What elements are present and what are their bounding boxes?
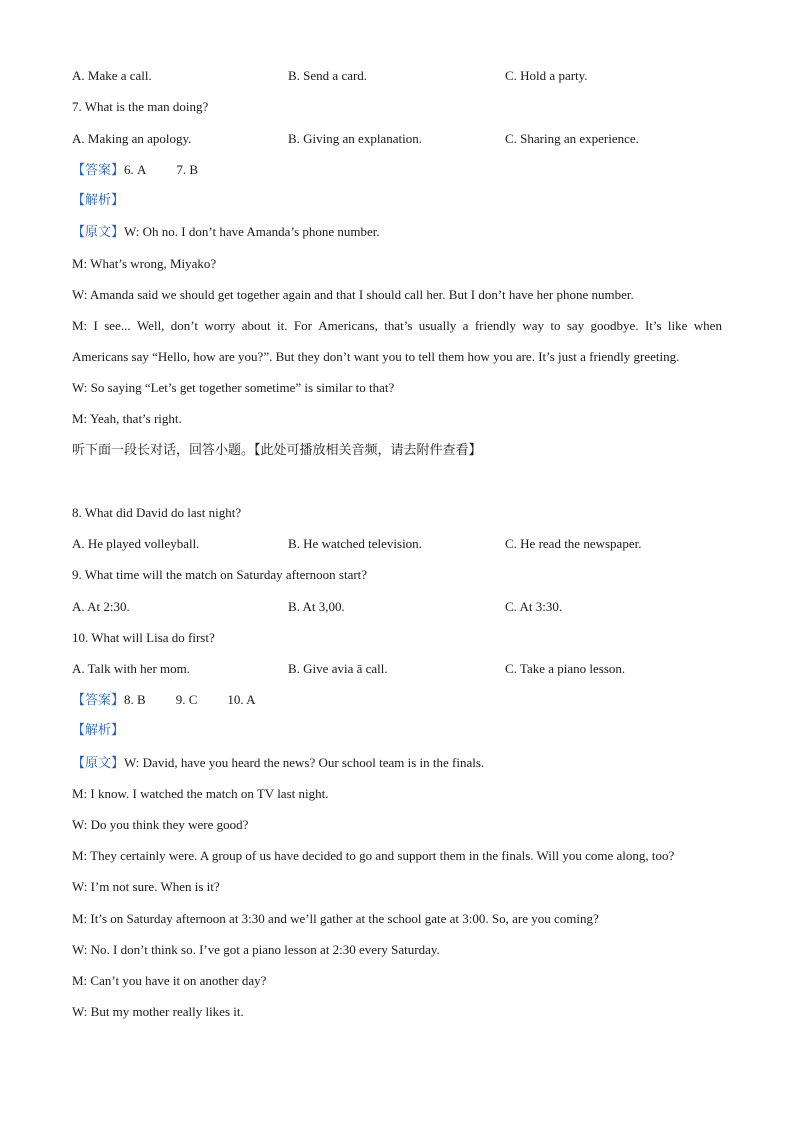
dialog-line: M: It’s on Saturday afternoon at 3:30 and we’ll gather at the school gate at 3:00. So, are you coming? [72,911,599,926]
q6-option-a: A. Make a call. [72,68,152,83]
q7-option-a: A. Making an apology. [72,131,192,146]
answer-8: 8. B [124,692,146,707]
dialog-line: Americans say “Hello, how are you?”. But they don’t want you to tell them how you are. It’s just a friendly greeting. [72,349,680,364]
q9-option-c: C. At 3:30. [505,599,563,614]
dialog-line: W: Do you think they were good? [72,817,249,832]
transcript-line [72,224,380,241]
answer-row-2 [72,692,256,709]
answer-6: 6. A [124,162,147,177]
q9-option-a: A. At 2:30. [72,599,130,614]
q6-option-b: B. Send a card. [288,68,368,83]
q10-option-c: C. Take a piano lesson. [505,661,626,676]
q8-option-b: B. He watched television. [288,536,422,551]
analysis-label: 【解析】 [72,723,125,738]
answer-row-1 [72,162,198,179]
transcript-line [72,755,484,772]
q6-option-c: C. Hold a party. [505,68,588,83]
answer-label: 【答案】 [72,163,125,178]
dialog-line: M: I see... Well, don’t worry about it. For Americans, that’s usually a friendly way to say goodbye. It’s like when [72,318,722,333]
q7-option-b: B. Giving an explanation. [288,131,422,146]
q7-question: 7. What is the man doing? [72,99,209,114]
answer-9: 9. C [175,692,198,707]
q8-option-c: C. He read the newspaper. [505,536,642,551]
q8-option-a: A. He played volleyball. [72,536,200,551]
answer-10: 10. A [227,692,256,707]
dialog-line: W: Amanda said we should get together again and that I should call her. But I don’t have her phone number. [72,287,634,302]
analysis-label: 【解析】 [72,193,125,208]
dialog-line: W: Oh no. I don’t have Amanda’s phone number. [124,224,380,239]
dialog-line: W: No. I don’t think so. I’ve got a piano lesson at 2:30 every Saturday. [72,942,440,957]
dialog-line: W: So saying “Let’s get together sometime” is similar to that? [72,380,395,395]
q10-option-a: A. Talk with her mom. [72,661,191,676]
dialog-line: M: They certainly were. A group of us have decided to go and support them in the finals. Will you come along, too? [72,848,675,863]
q8-question: 8. What did David do last night? [72,505,242,520]
dialog-line: W: But my mother really likes it. [72,1004,244,1019]
dialog-line: W: David, have you heard the news? Our school team is in the finals. [124,755,485,770]
transcript-label: 【原文】 [72,756,125,771]
listen-instruction: 听下面一段长对话，回答小题。【此处可播放相关音频，请去附件查看】 [72,443,482,458]
q9-option-b: B. At 3,00. [288,599,345,614]
transcript-label: 【原文】 [72,225,125,240]
q7-option-c: C. Sharing an experience. [505,131,639,146]
dialog-line: M: I know. I watched the match on TV last night. [72,786,329,801]
dialog-line: W: I’m not sure. When is it? [72,879,220,894]
q9-question: 9. What time will the match on Saturday afternoon start? [72,567,368,582]
dialog-line: M: Can’t you have it on another day? [72,973,267,988]
dialog-line: M: Yeah, that’s right. [72,411,182,426]
dialog-line: M: What’s wrong, Miyako? [72,256,217,271]
q10-option-b: B. Give avia ā call. [288,661,388,676]
answer-label: 【答案】 [72,693,125,708]
q10-question: 10. What will Lisa do first? [72,630,215,645]
answer-7: 7. B [176,162,199,177]
